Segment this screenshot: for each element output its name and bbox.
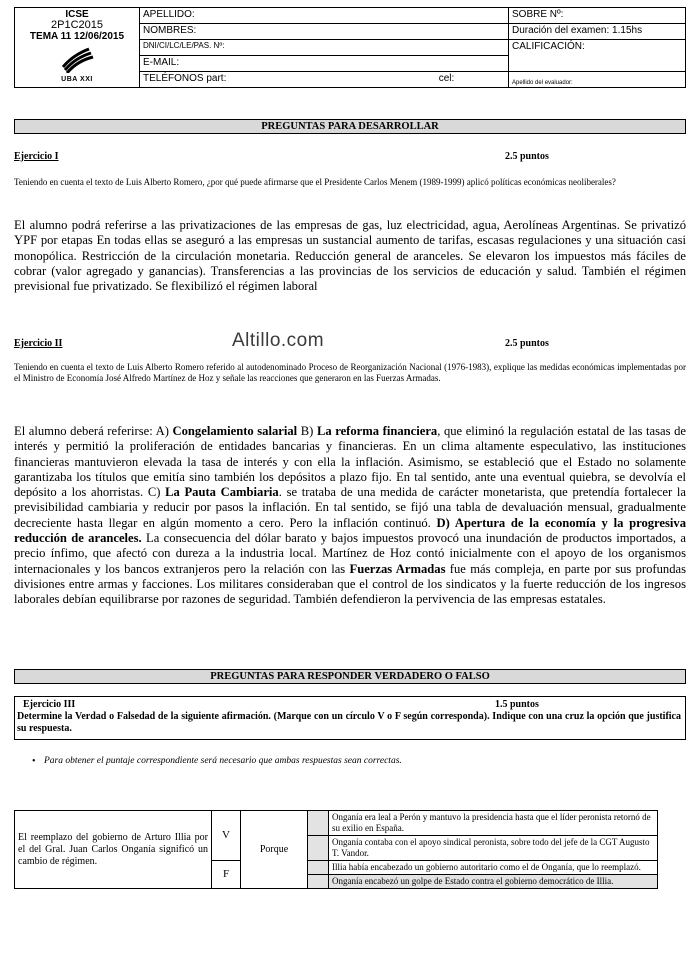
ejercicio3-points: 1.5 puntos — [495, 699, 539, 710]
ejercicio3-instruction: Determine la Verdad o Falsedad de la siguiente afirmación. (Marque con un círculo V o F según corresponda). Indique con una cruz la opción que justifica su respuesta. — [17, 711, 681, 734]
telefonos-field[interactable]: TELÉFONOS part: — [140, 72, 436, 88]
vf-table — [14, 810, 658, 889]
ejercicio3-title: Ejercicio III — [23, 699, 76, 710]
option-f[interactable]: F — [212, 861, 241, 889]
answer-bold-b: La reforma financiera — [316, 424, 438, 438]
option-text-2: Onganía contaba con el apoyo sindical peronista, sobre todo del jefe de la CGT Augusto T. Vandor. — [329, 836, 658, 861]
answer-bold-ffaa: Fuerzas Armadas — [349, 561, 446, 576]
ejercicio2-answer: El alumno deberá referirse: A) Congelamiento salarial B) La reforma financiera, que eliminó la regulación estatal de las tasas de interés y permitió la proliferación de entidades bancarias y financieras. En un clima altamente especulativo, las instituciones financieras mantuvieron elevada la tasa de interés y con ella la inflación. Asimismo, se estableció que el Estado no solamente garantizaba los títulos que emitía sino también los depósitos a plazo fijo. En tal sentido, ante una eventual quiebra, se devolvía el depósito a los ahorristas. C) La Pauta Cambiaria. se trataba de una medida de carácter monetarista, que pretendía fortalecer la previsibilidad cambiaria y reducir por pasos la inflación. En tal sentido, se fijó una tabla de devaluación mensual, gradualmente decreciente hasta llegar en algún momento a cero. Pero la inflación continuó. D) Apertura de la economía y la progresiva reducción de aranceles. La consecuencia del dólar barato y bajos impuestos provocó una inundación de productos importados, a precio ínfimo, que afectó con dureza a la industria local. Martínez de Hoz contó inicialmente con el apoyo de los organismos internacionales y los bancos extranjeros pero la relación con las Fuerzas Armadas fue más compleja, en parte por sus profundas divisiones entre armas y facciones. Los militares consideraban que el control de los sindicatos y la fuerte reducción de los ingresos laborales debían equilibrarse por razones de seguridad. También defendieron la pervivencia de las empresas estatales. — [14, 424, 686, 607]
section-title-vf: PREGUNTAS PARA RESPONDER VERDADERO O FALSO — [14, 669, 686, 684]
exam-code: 2P1C2015 — [51, 19, 103, 31]
duracion-label: Duración del examen: 1.15hs — [509, 24, 686, 40]
ejercicio1-question: Teniendo en cuenta el texto de Luis Alberto Romero, ¿por qué puede afirmarse que el Presidente Carlos Menem (1989-1999) aplicó políticas económicas neoliberales? — [14, 177, 616, 187]
exam-header — [14, 7, 686, 88]
cel-field[interactable]: cel: — [436, 72, 509, 88]
apellido-field[interactable]: APELLIDO: — [140, 8, 509, 24]
ejercicio3-note: Para obtener el puntaje correspondiente será necesario que ambas respuestas sean correctas. — [44, 756, 402, 766]
option-checkbox-2[interactable] — [308, 836, 329, 861]
calificacion-field[interactable]: CALIFICACIÓN: — [509, 40, 686, 72]
nombres-field[interactable]: NOMBRES: — [140, 24, 509, 40]
sobre-field[interactable]: SOBRE Nº: — [509, 8, 686, 24]
ejercicio1-points: 2.5 puntos — [505, 151, 549, 162]
dni-field[interactable]: DNI/CI/LC/LE/PAS. Nº: — [140, 40, 509, 56]
option-checkbox-3[interactable] — [308, 861, 329, 875]
option-text-3: Illia había encabezado un gobierno autoritario como el de Onganía, que lo reemplazó. — [329, 861, 658, 875]
section-title-desarrollar: PREGUNTAS PARA DESARROLLAR — [14, 119, 686, 134]
institution: ICSE — [65, 9, 89, 20]
ejercicio1-answer: El alumno podrá referirse a las privatizaciones de las empresas de gas, luz electricidad, agua, Aerolíneas Argentinas. Se privatizó YPF por etapas En todas ellas se aseguró a las empresas un sustancial aumento de tarifas, escasas regulaciones y una situación casi monopólica. Restricción de la circulación monetaria. Reducción general de aranceles. Se elevaron los impuestos más fáciles de cobrar (valor agregado y ganancias). Transferencias a las provincias de los servicios de educación y salud. También el régimen previsional fue privatizado. Se flexibilizó el régimen laboral — [14, 218, 686, 294]
header-logo-cell — [15, 8, 140, 88]
ejercicio1-title: Ejercicio I — [14, 151, 59, 162]
ejercicio2-points: 2.5 puntos — [505, 338, 549, 349]
option-checkbox-1[interactable] — [308, 811, 329, 836]
uba-label: UBA XXI — [61, 76, 93, 83]
option-checkbox-4[interactable] — [308, 875, 329, 889]
uba-logo-icon — [57, 45, 97, 73]
ejercicio2-question: Teniendo en cuenta el texto de Luis Alberto Romero referido al autodenominado Proceso de Reorganización Nacional (1976-1983), explique las medidas económicas implementadas por el Ministro de Economía José Alfredo Martínez de Hoz y señale las reacciones que generaron en las Fuerzas Armadas. — [14, 362, 686, 383]
option-text-4: Onganía encabezó un golpe de Estado contra el gobierno democrático de Illia. — [329, 875, 658, 889]
bullet-icon: • — [32, 756, 36, 767]
watermark: Altillo.com — [232, 330, 325, 351]
option-v[interactable]: V — [212, 811, 241, 861]
email-field[interactable]: E-MAIL: — [140, 56, 509, 72]
answer-bold-c: La Pauta Cambiaria — [165, 485, 279, 500]
answer-bold-d: D) Apertura de la economía y la progresiva reducción de aranceles. — [14, 515, 686, 546]
vf-statement: El reemplazo del gobierno de Arturo Illia por el del Gral. Juan Carlos Onganía significó un cambio de régimen. — [15, 811, 212, 889]
exam-tema: TEMA 11 12/06/2015 — [29, 31, 125, 42]
evaluador-field[interactable]: Apellido del evaluador: — [509, 72, 686, 88]
answer-bold-a: Congelamiento salarial — [172, 424, 298, 438]
porque-label: Porque — [241, 811, 308, 889]
option-text-1: Onganía era leal a Perón y mantuvo la presidencia hasta que el líder peronista retornó de su exilio en España. — [329, 811, 658, 836]
ejercicio3-box — [14, 696, 686, 740]
ejercicio2-title: Ejercicio II — [14, 338, 63, 349]
